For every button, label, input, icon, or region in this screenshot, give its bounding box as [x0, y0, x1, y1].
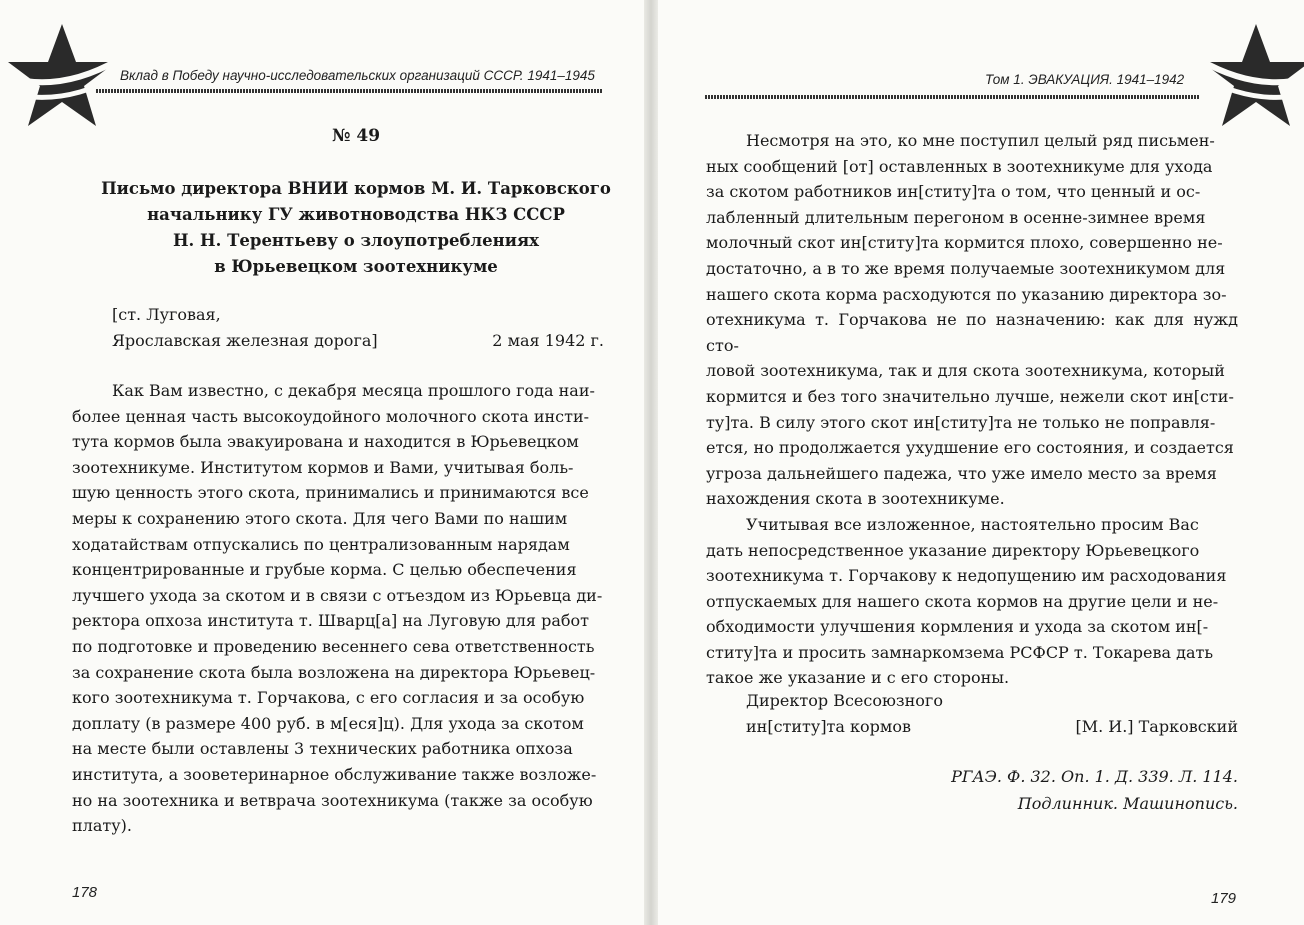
- text-line: меры к сохранению этого скота. Для чего Вами по нашим: [72, 508, 568, 528]
- text-line: ститу]та и просить замнаркомзема РСФСР т. Токарева дать: [706, 642, 1214, 662]
- text-line: дать непосредственное указание директору Юрьевецкого: [706, 540, 1200, 560]
- text-line: более ценная часть высокоудойного молочного скота инсти-: [72, 406, 590, 426]
- text-line: обходимости улучшения кормления и ухода за скотом ин[-: [706, 617, 1209, 637]
- text-line: Как Вам известно, с декабря месяца прошлого года наи-: [112, 381, 595, 400]
- text-line: ректора опхоза института т. Шварц[а] на Луговую для работ: [72, 611, 589, 631]
- text-line: плату).: [72, 816, 132, 836]
- header-rule-left: [96, 89, 602, 93]
- title-line: начальнику ГУ животноводства НКЗ СССР: [147, 205, 565, 224]
- place-line: [ст. Луговая,: [112, 305, 221, 324]
- left-body-text: [72, 378, 604, 839]
- running-head-left: Вклад в Победу научно-исследовательских организаций СССР. 1941–1945: [120, 68, 595, 83]
- text-line: концентрированные и грубые корма. С целью обеспечения: [72, 560, 577, 580]
- text-line: Учитывая все изложенное, настоятельно просим Вас: [746, 514, 1199, 534]
- text-line: такое же указание и с его стороны.: [706, 668, 1010, 688]
- title-line: в Юрьевецком зоотехникуме: [214, 257, 498, 276]
- text-line: шую ценность этого скота, принимались и принимаются все: [72, 483, 589, 503]
- document-title: [66, 176, 646, 280]
- page-number-left: 178: [72, 884, 98, 901]
- title-line: Н. Н. Терентьеву о злоупотреблениях: [172, 231, 540, 250]
- text-line: за сохранение скота была возложена на директора Юрьевец-: [72, 662, 596, 682]
- text-line: достаточно, а в то же время получаемые зоотехникумом для: [706, 258, 1226, 278]
- text-line: тута кормов была эвакуирована и находится в Юрьевецком: [72, 432, 579, 452]
- archive-note: Подлинник. Машинопись.: [1017, 794, 1238, 813]
- text-line: нашего скота корма расходуются по указанию директора зо-: [706, 284, 1227, 304]
- document-date: 2 мая 1942 г.: [492, 331, 604, 350]
- text-line: угроза дальнейшего падежа, что уже имело место за время: [706, 463, 1217, 483]
- text-line: молочный скот ин[ститу]та кормится плохо, совершенно не-: [706, 233, 1223, 253]
- text-line: кого зоотехникума т. Горчакова, с его согласия и за особую: [72, 688, 585, 708]
- page-number-right: 179: [1211, 890, 1237, 907]
- text-line: Несмотря на это, ко мне поступил целый ряд письмен-: [746, 131, 1215, 150]
- title-line: Письмо директора ВНИИ кормов М. И. Тарковского: [101, 179, 611, 198]
- text-line: лучшего ухода за скотом и в связи с отъездом из Юрьевца ди-: [72, 585, 603, 605]
- text-line: зоотехникума т. Горчакову к недопущению им расходования: [706, 566, 1227, 586]
- text-line: ходатайствам отпускались по централизованным нарядам: [72, 534, 570, 554]
- text-line: доплату (в размере 400 руб. в м[еся]ц). Для ухода за скотом: [72, 713, 584, 733]
- text-line: ту]та. В силу этого скот ин[ститу]та не только не поправля-: [706, 412, 1216, 432]
- archive-reference: [951, 763, 1238, 817]
- document-number: № 49: [331, 126, 381, 146]
- text-line: института, а зооветеринарное обслуживание также возложе-: [72, 764, 597, 784]
- text-line: отпускаемых для нашего скота кормов на другие цели и не-: [706, 591, 1219, 611]
- place-line: Ярославская железная дорога]: [112, 331, 378, 350]
- text-line: зоотехникуме. Институтом кормов и Вами, учитывая боль-: [72, 457, 574, 477]
- text-line: по подготовке и проведению весеннего сева ответственность: [72, 636, 595, 656]
- right-body-text: [706, 128, 1238, 691]
- star-emblem-icon: [1196, 18, 1304, 138]
- signer-position-line: Директор Всесоюзного: [746, 691, 943, 710]
- text-line: нахождения скота в зоотехникуме.: [706, 489, 1005, 509]
- text-line: отехникума т. Горчакова не по назначению: как для нужд сто-: [706, 310, 1238, 355]
- archive-ref: РГАЭ. Ф. 32. Оп. 1. Д. 339. Л. 114.: [951, 767, 1238, 786]
- text-line: ется, но продолжается ухудшение его состояния, и создается: [706, 438, 1234, 458]
- book-gutter: [644, 0, 658, 925]
- text-line: за скотом работников ин[ститу]та о том, что ценный и ос-: [706, 182, 1201, 202]
- text-line: лабленный длительным перегоном в осенне-зимнее время: [706, 207, 1206, 227]
- header-rule-right: [705, 95, 1200, 99]
- text-line: ных сообщений [от] оставленных в зоотехникуме для ухода: [706, 156, 1213, 176]
- text-line: ловой зоотехникума, так и для скота зоотехникума, который: [706, 361, 1225, 381]
- signature-block: [746, 688, 1238, 740]
- text-line: но на зоотехника и ветврача зоотехникума (также за особую: [72, 790, 593, 810]
- signer-name: [М. И.] Тарковский: [1075, 717, 1238, 736]
- text-line: на месте были оставлены 3 технических работника опхоза: [72, 739, 573, 759]
- star-emblem-icon: [2, 18, 122, 138]
- running-head-right: Том 1. ЭВАКУАЦИЯ. 1941–1942: [985, 72, 1185, 87]
- text-line: кормится и без того значительно лучше, нежели скот ин[сти-: [706, 386, 1234, 406]
- place-and-date: [112, 302, 604, 354]
- signer-position-line: ин[ститу]та кормов: [746, 717, 911, 736]
